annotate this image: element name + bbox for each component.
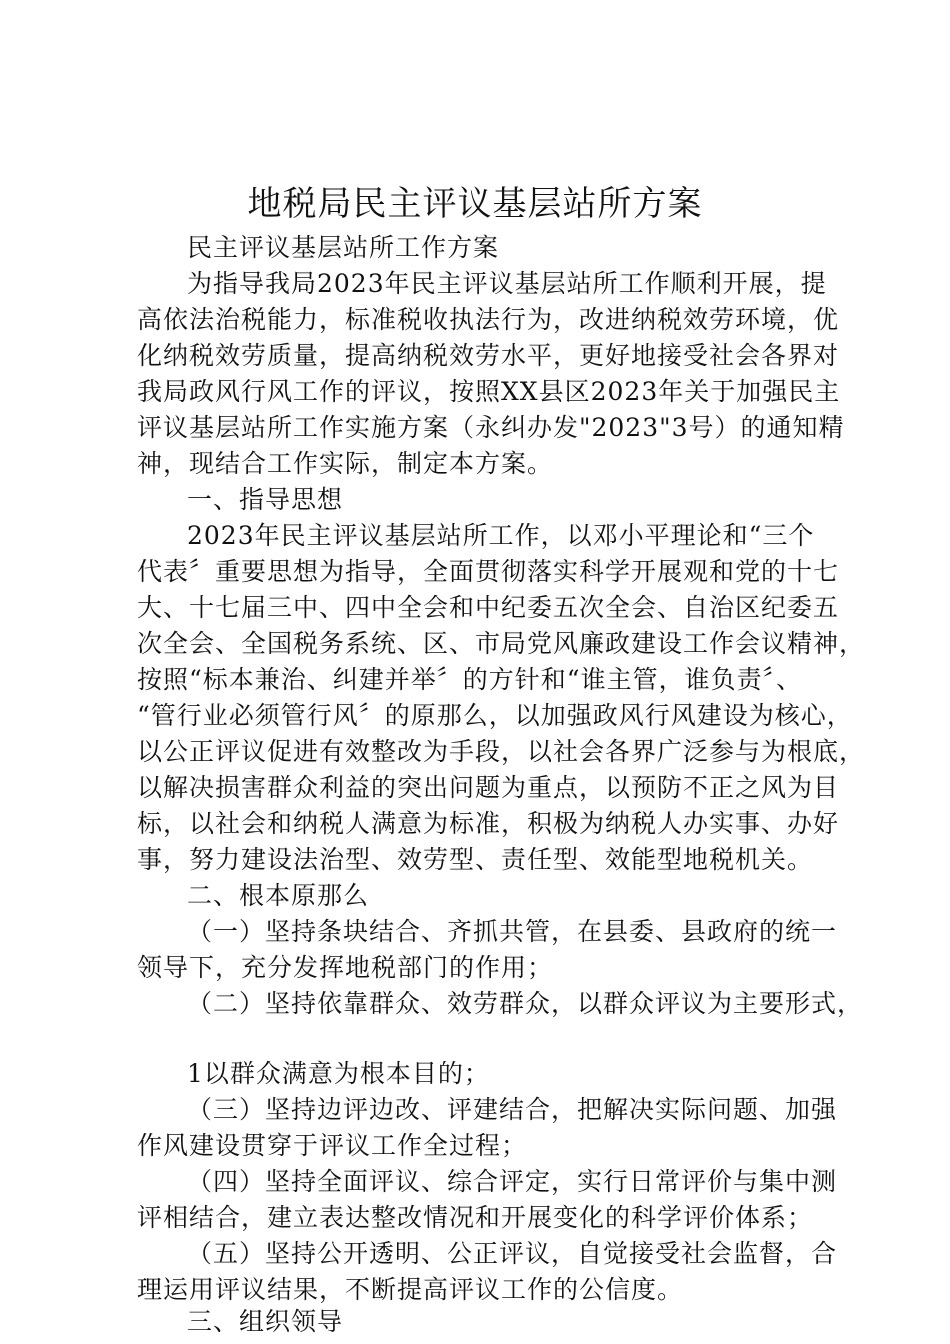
paragraph-line: 神，现结合工作实际，制定本方案。 — [137, 449, 554, 478]
paragraph-line: 以解决损害群众利益的突出问题为重点，以预防不正之风为目 — [137, 773, 840, 802]
section-heading: 三、组织领导 — [187, 1307, 344, 1336]
paragraph-line: 次全会、全国税务系统、区、市局党风廉政建设工作会议精神， — [137, 629, 866, 658]
paragraph-line: 评相结合，建立表达整改情况和开展变化的科学评价体系； — [137, 1203, 814, 1232]
paragraph-line: （二）坚持依靠群众、效劳群众，以群众评议为主要形式， — [187, 989, 864, 1018]
paragraph-line: 1以群众满意为根本目的； — [187, 1059, 490, 1088]
paragraph-line: （一）坚持条块结合、齐抓共管，在县委、县政府的统一 — [187, 917, 838, 946]
paragraph-line: 理运用评议结果，不断提高评议工作的公信度。 — [137, 1275, 684, 1304]
paragraph-line: 大、十七届三中、四中全会和中纪委五次全会、自治区纪委五 — [137, 593, 840, 622]
paragraph-line: “管行业必须管行风〞的原那么，以加强政风行风建设为核心， — [137, 701, 853, 730]
paragraph-line: 2023年民主评议基层站所工作，以邓小平理论和“三个 — [187, 521, 815, 550]
paragraph-line: 以公正评议促进有效整改为手段，以社会各界广泛参与为根底， — [137, 737, 866, 766]
section-heading: 二、根本原那么 — [187, 881, 370, 910]
paragraph-line: 事，努力建设法治型、效劳型、责任型、效能型地税机关。 — [137, 845, 814, 874]
paragraph-line: 代表〞重要思想为指导，全面贯彻落实科学开展观和党的十七 — [137, 557, 840, 586]
paragraph-line: 化纳税效劳质量，提高纳税效劳水平，更好地接受社会各界对 — [137, 341, 840, 370]
subtitle: 民主评议基层站所工作方案 — [187, 233, 500, 262]
paragraph-line: 标，以社会和纳税人满意为标准，积极为纳税人办实事、办好 — [137, 809, 840, 838]
paragraph-line: 我局政风行风工作的评议，按照XX县区2023年关于加强民主 — [137, 377, 841, 406]
paragraph-line: 评议基层站所工作实施方案（永纠办发"2023"3号）的通知精 — [137, 413, 845, 442]
paragraph-line: 作风建设贯穿于评议工作全过程； — [137, 1131, 528, 1160]
paragraph-line: 按照“标本兼治、纠建并举〞的方针和“谁主管，谁负责〞、 — [137, 665, 803, 694]
paragraph-line: （三）坚持边评边改、评建结合，把解决实际问题、加强 — [187, 1095, 838, 1124]
paragraph-line: （四）坚持全面评议、综合评定，实行日常评价与集中测 — [187, 1167, 838, 1196]
paragraph-line: 领导下，充分发挥地税部门的作用； — [137, 953, 554, 982]
paragraph-line: 为指导我局2023年民主评议基层站所工作顺利开展，提 — [187, 269, 827, 298]
section-heading: 一、指导思想 — [187, 485, 344, 514]
paragraph-line: （五）坚持公开透明、公正评议，自觉接受社会监督，合 — [187, 1239, 838, 1268]
document-title: 地税局民主评议基层站所方案 — [247, 184, 703, 224]
paragraph-line: 高依法治税能力，标准税收执法行为，改进纳税效劳环境，优 — [137, 305, 840, 334]
